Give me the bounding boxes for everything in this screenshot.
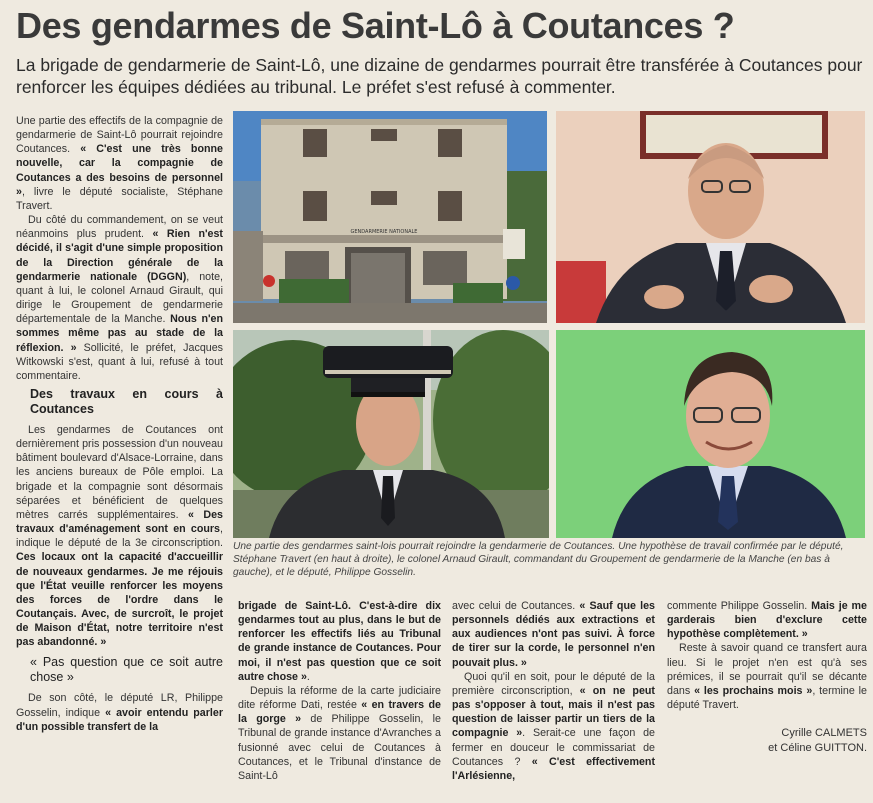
text-run: de Philippe Gosselin, le Tribunal de grande instance d'Avranches a fusionné avec celui de Coutances à Coutances, et le Tribunal d'instance de Saint-Lô: [238, 713, 441, 782]
article-column-2: [238, 599, 441, 783]
quote-run: « on ne peut pas s'opposer à tout, mais il n'est pas question de laisser partir un tiers de la compagnie »: [452, 684, 655, 740]
paragraph: [452, 670, 655, 783]
subheading: Des travaux en cours à Coutances: [30, 386, 223, 416]
quote-run: « les prochains mois »: [694, 684, 813, 697]
quote-run: Ces locaux ont la capacité d'accueillir de nouveaux gendarmes. Je me réjouis que l'État veuille renforcer les moyens des forces de l'ordre dans le Coutançais. Avec, de surcroît, le projet de Maison d'État, notre territoire n'est pas abandonné. »: [16, 551, 223, 649]
article-lede: La brigade de gendarmerie de Saint-Lô, une dizaine de gendarmes pourrait être transférée à Coutances pour renforcer les équipes dédiées au tribunal. Le préfet s'est refusé à commenter.: [16, 55, 863, 97]
building-illustration: [233, 111, 547, 323]
quote-run: « C'est une très bonne nouvelle, car la compagnie de Coutances a des besoins de personnel »: [16, 143, 223, 198]
text-run: avec celui de Coutances.: [452, 600, 580, 612]
paragraph: [667, 641, 867, 712]
text-run: Quoi qu'il en soit, pour le député de la première circonscription,: [452, 670, 655, 697]
quote-run: « en travers de la gorge »: [238, 699, 441, 726]
author-name: Cyrille CALMETS: [781, 727, 867, 740]
quote-run: « avoir entendu parler d'un possible transfert de la: [16, 706, 223, 733]
article-column-4: [667, 599, 867, 756]
quote-run: « Des travaux d'aménagement sont en cours: [16, 508, 223, 536]
text-run: . Serait-ce une façon de fermer en douceur le commissariat de Coutances ?: [452, 727, 655, 768]
text-run: Du côté du commandement, on se veut néanmoins plus prudent.: [16, 214, 223, 241]
article-column-3: [452, 599, 655, 783]
text-run: De son côté, le député LR, Philippe Gosselin, indique: [16, 692, 223, 719]
portrait-illustration: [556, 330, 865, 538]
text-run: Depuis la réforme de la carte judiciaire dite réforme Dati, restée: [238, 684, 441, 712]
text-run: , note, quant à lui, le colonel Arnaud Girault, qui dirige le Groupement de gendarmerie départementale de la Manche.: [16, 270, 223, 326]
paragraph: [16, 423, 223, 650]
text-run: commente Philippe Gosselin.: [667, 600, 812, 612]
paragraph: [16, 213, 223, 383]
quote-run: brigade de Saint-Lô. C'est-à-dire dix gendarmes tout au plus, dans le but de renforcer les effectifs liés au Tribunal de grande instance de Coutances. Pour moi, il n'est pas question que ce soit autre chose »: [238, 600, 441, 683]
photo-arnaud-girault: [233, 330, 549, 538]
quote-run: « Rien n'est décidé, il s'agit d'une simple proposition de la Direction générale de la gendarmerie nationale (DGGN): [16, 228, 223, 283]
paragraph: [16, 114, 223, 213]
paragraph: [238, 599, 441, 684]
paragraph: [16, 691, 223, 733]
text-run: Sollicité, le préfet, Jacques Witkowski s'est, quant à lui, refusé à tout commentaire.: [16, 341, 223, 382]
quote-run: « Sauf que les personnels dédiés aux extractions et aux audiences n'ont pas suivi. À force de tirer sur la corde, le personnel n'en pouvait plus. »: [452, 600, 656, 669]
subheading: « Pas question que ce soit autre chose »: [30, 655, 223, 685]
photo-philippe-gosselin: [556, 330, 865, 538]
text-run: .: [306, 670, 310, 683]
text-run: , indique le député de la 3e circonscription.: [16, 523, 223, 550]
building-sign: GENDARMERIE NATIONALE: [350, 229, 418, 235]
author-name: et Céline GUITTON.: [768, 742, 867, 755]
portrait-illustration: [556, 111, 865, 323]
text-run: Les gendarmes de Coutances ont dernièrement pris possession d'un nouveau bâtiment boulevard d'Alsace-Lorraine, dans les anciens bureaux de Pôle emploi. La brigade et la compagnie sont désormais séparées et bénéficient de quelques mètres carrés supplémentaires.: [16, 423, 223, 521]
portrait-illustration: [233, 330, 549, 538]
text-run: , termine le député Travert.: [667, 684, 867, 712]
quote-run: Nous n'en sommes même pas au stade de la réflexion. »: [16, 313, 223, 354]
text-run: Reste à savoir quand ce transfert aura lieu. Si le projet n'en est qu'à ses prémices, il se pourrait qu'il se décante dans: [667, 642, 867, 697]
photo-caption: Une partie des gendarmes saint-lois pourrait rejoindre la gendarmerie de Coutances. Une hypothèse de travail confirmée par le député, Stéphane Travert (en haut à droite), le colonel Arnaud Girault, commandant du Groupement de gendarmerie de la Manche (en bas à gauche), et le député, Philippe Gosselin.: [233, 541, 844, 578]
paragraph: [238, 684, 441, 783]
photo-stephane-travert: [556, 111, 865, 323]
text-run: Une partie des effectifs de la compagnie de gendarmerie de Saint-Lô pourrait rejoindre Coutances.: [16, 115, 223, 156]
quote-run: « C'est effectivement l'Arlésienne,: [452, 755, 655, 782]
article-headline: Des gendarmes de Saint-Lô à Coutances ?: [16, 5, 735, 46]
author-signature: [667, 726, 867, 756]
quote-run: Mais je me garderais bien d'exclure cette hypothèse complètement. »: [667, 600, 867, 641]
article-column-1: [16, 114, 223, 734]
paragraph: [667, 599, 867, 641]
photo-gendarmerie-building: [233, 111, 547, 323]
paragraph: [452, 599, 655, 670]
text-run: , livre le député socialiste, Stéphane Travert.: [16, 185, 223, 212]
